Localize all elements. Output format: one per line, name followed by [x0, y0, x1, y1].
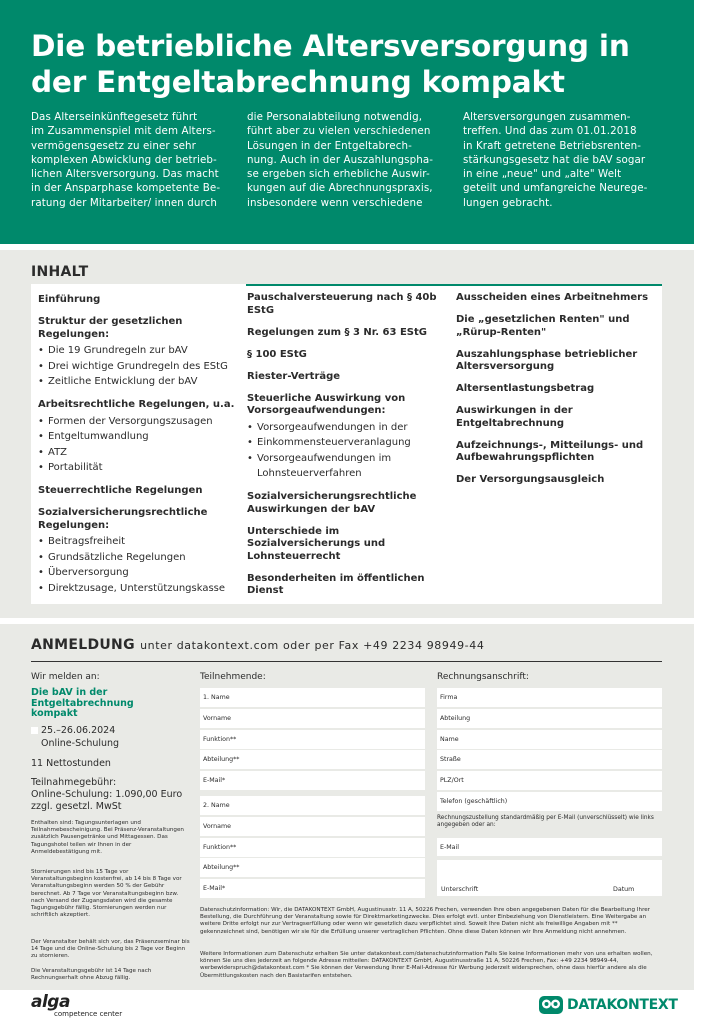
contents-heading: Auswirkungen in der Entgeltabrechnung [456, 405, 573, 429]
signature-label: Unterschrift [441, 886, 479, 893]
form-field-label: Vorname [203, 822, 232, 830]
intro-line: nung. Auch in der Auszahlungspha- [247, 153, 434, 166]
form-field[interactable] [200, 709, 425, 728]
contents-item: • Die 19 Grundregeln zur bAV [38, 343, 238, 359]
contents-heading: Unterschiede im Sozialversicherungs und Lohnsteuerrecht [247, 525, 386, 562]
intro-line: lichen Altersversorgung. Das macht [31, 168, 219, 181]
contents-list [38, 534, 238, 596]
contents-heading: Der Versorgungsausgleich [456, 474, 605, 485]
contents-heading: Riester-Verträge [247, 370, 341, 382]
contents-item: • Direktzusage, Unterstützungskasse [38, 581, 238, 597]
form-field-label: 1. Name [203, 694, 230, 701]
footer [0, 990, 724, 1024]
contents-heading: Auszahlungsphase betrieblicher Altersversorgung [456, 348, 638, 372]
form-field[interactable] [437, 688, 662, 707]
intro-line: komplexen Abwicklung der betrieb- [31, 153, 217, 166]
contents-item: • Vorsorgeaufwendungen in der [247, 420, 442, 436]
intro-line: in der Ansparphase kompetente Be- [31, 182, 221, 195]
page-title: Die betriebliche Altersversorgung in der Entgeltabrechnung kompakt [31, 29, 630, 99]
divider [31, 661, 662, 662]
intro-line: kungen auf die Abrechnungspraxis, [247, 182, 433, 195]
contents-heading: Sozialversicherungsrechtliche Auswirkungen der bAV [247, 491, 417, 515]
contents-heading: Altersentlastungsbetrag [456, 383, 595, 394]
contents-item: • Grundsätzliche Regelungen [38, 550, 238, 566]
participants-label: Teilnehmende: [200, 672, 266, 682]
contents-heading: Die „gesetzlichen Renten" und „Rürup-Renten" [456, 314, 630, 338]
intro-column-3 [463, 110, 663, 210]
course-checkbox[interactable] [31, 727, 38, 734]
form-field-label: Abteilung [440, 714, 471, 722]
form-field-label: Name [440, 735, 459, 743]
course-hours: 11 Nettostunden [31, 758, 111, 769]
billing-email-field[interactable]: E-Mail [437, 838, 662, 856]
intro-line: Das Alterseinkünftegesetz führt [31, 111, 198, 123]
contents-item: • Vorsorgeaufwendungen im Lohnsteuerverfahren [247, 451, 442, 482]
intro-line: in Kraft getretene Betriebsrenten- [463, 139, 642, 152]
contents-item: • Beitragsfreiheit [38, 534, 238, 550]
fee-online: Online-Schulung: 1.090,00 Euro [31, 789, 183, 800]
course-mode: Online-Schulung [41, 738, 120, 749]
date-label: Datum [613, 886, 635, 893]
intro-line: insbesondere wenn verschiedene [247, 196, 423, 209]
form-field[interactable] [437, 709, 662, 728]
contents-item: • Formen der Versorgungszusagen [38, 414, 238, 430]
fee-included: Enthalten sind: Tagungsunterlagen und Teilnahmebescheinigung. Bei Präsenz-Veranstaltungen zusätzlich Pausengetränke und Mittagessen. Das Tagungshotel teilen wir Ihnen in der Anmeldebestätigung mit. [31, 820, 184, 855]
intro-line: Lösungen in der Entgeltabrech- [247, 139, 412, 152]
contents-heading: Arbeitsrechtliche Regelungen, u.a. [38, 399, 235, 410]
contents-item: • Zeitliche Entwicklung der bAV [38, 374, 238, 390]
form-field-label: Telefon (geschäftlich) [440, 798, 508, 805]
form-field[interactable] [200, 838, 425, 857]
form-field[interactable] [200, 858, 425, 877]
fee-vat: zzgl. gesetzl. MwSt [31, 801, 122, 812]
intro-line: ratung der Mitarbeiter/ innen durch [31, 196, 218, 209]
alga-logo: alga [31, 992, 70, 1012]
contents-title: INHALT [31, 264, 89, 280]
form-field-label: E-Mail* [203, 777, 226, 785]
contents-heading: Einführung [38, 294, 101, 305]
contents-rule [246, 284, 662, 286]
register-label: Wir melden an: [31, 672, 100, 682]
payment-terms: Die Veranstaltungsgebühr ist 14 Tage nach Rechnungserhalt ohne Abzug fällig. [31, 968, 152, 982]
intro-line: Altersversorgungen zusammen- [463, 111, 631, 123]
form-field[interactable] [200, 817, 425, 836]
datakontext-logo: DATAKONTEXT [567, 997, 678, 1013]
contents-heading: Regelungen zum § 3 Nr. 63 EStG [247, 326, 427, 338]
form-field[interactable] [437, 792, 662, 811]
registration-subtitle: unter datakontext.com oder per Fax +49 2234 98949-44 [140, 639, 485, 652]
form-field[interactable] [437, 771, 662, 790]
course-date: 25.–26.06.2024 [41, 725, 116, 736]
form-field-label: Abteilung** [203, 864, 240, 872]
contents-heading: Steuerliche Auswirkung von Vorsorgeaufwendungen: [247, 392, 406, 416]
alga-logo-subtitle: competence center [54, 1010, 123, 1018]
form-field[interactable] [200, 796, 425, 815]
privacy-notice: Datenschutzinformation: Wir, die DATAKONTEXT GmbH, Augustinusstr. 11 A, 50226 Frechen, verwenden Ihre oben angegebenen Daten für die Bearbeitung Ihrer Bestellung, die Durchführung der Veranstaltung sowie für Direktmarketingzwecke. Dies erfolgt evtl. unter Einbeziehung von Dienstleistern. Eine Weitergabe an weitere Dritte erfolgt nur zur Vertragserfüllung oder wenn wir gesetzlich dazu verpflichtet sind. Soweit Ihre Daten nicht als freiwillige Angaben mit ** gekennzeichnet sind, benötigen wir sie für die Erfüllung unserer vertraglichen Pflichten. Ohne diese Daten können wir Ihre Anmeldung nicht annehmen. [200, 907, 650, 935]
form-field-label: Vorname [203, 714, 232, 722]
intro-column-2 [247, 110, 447, 210]
datakontext-owl-icon [538, 995, 564, 1015]
contents-heading: Besonderheiten im öffentlichen Dienst [247, 572, 425, 596]
contents-list [247, 420, 442, 482]
contents-heading: Pauschalversteuerung nach § 40b EStG [247, 292, 437, 316]
intro-line: die Personalabteilung notwendig, [247, 111, 423, 123]
form-field-label: E-Mail* [203, 885, 226, 893]
contents-heading: Ausscheiden eines Arbeitnehmers [456, 292, 649, 303]
form-field-label: Abteilung** [203, 756, 240, 764]
intro-line: geteilt und umfangreiche Neurege- [463, 182, 648, 195]
contents-column-3 [456, 292, 656, 496]
contents-heading: Struktur der gesetzlichen Regelungen: [38, 316, 183, 340]
form-field[interactable] [200, 688, 425, 707]
fee-label: Teilnahmegebühr: [31, 777, 117, 788]
intro-line: im Zusammenspiel mit dem Alters- [31, 125, 216, 138]
form-field[interactable] [200, 730, 425, 749]
contents-heading: Steuerrechtliche Regelungen [38, 485, 203, 496]
intro-line: se ergeben sich erhebliche Auswir- [247, 168, 430, 181]
organizer-note: Der Veranstalter behält sich vor, das Präsenzseminar bis 14 Tage und die Online-Schulung bis 2 Tage vor Beginn zu stornieren. [31, 939, 190, 960]
contents-item: • Einkommensteuerveranlagung [247, 435, 442, 451]
intro-line: stärkungsgesetz hat die bAV sogar [463, 153, 646, 166]
form-field-label: Funktion** [203, 735, 237, 743]
contents-heading: § 100 EStG [247, 348, 307, 360]
registration-title: ANMELDUNG unter datakontext.com oder per Fax +49 2234 98949-44 [31, 637, 485, 653]
form-field-label: 2. Name [203, 802, 230, 809]
contents-column-2 [247, 292, 442, 607]
contents-column-1 [38, 294, 238, 606]
course-name: Die bAV in der Entgeltabrechnung kompakt [31, 687, 134, 719]
intro-line: treffen. Und das zum 01.01.2018 [463, 125, 637, 138]
intro-line: in eine „neue" und „alte" Welt [463, 168, 622, 181]
contents-item: • ATZ [38, 445, 238, 461]
form-field-label: Funktion** [203, 843, 237, 851]
intro-line: lungen gebracht. [463, 196, 553, 209]
contents-list [38, 414, 238, 476]
form-field-label: PLZ/Ort [440, 777, 464, 785]
intro-column-1 [31, 110, 231, 210]
contents-item: • Portabilität [38, 460, 238, 476]
form-field[interactable] [200, 750, 425, 769]
contents-item: • Entgeltumwandlung [38, 429, 238, 445]
cancellation-policy: Stornierungen sind bis 15 Tage vor Veranstaltungsbeginn kostenfrei, ab 14 bis 8 Tage vor Veranstaltungsbeginn werden 50 % der Gebühr berechnet. Ab 7 Tage vor Veranstaltungsbeginn bzw. nach Versand der Zugangsdaten wird die gesamte Tagungsgebühr fällig. Stornierungen werden nur schriftlich akzeptiert. [31, 869, 182, 919]
billing-note: Rechnungszustellung standardmäßig per E-Mail (unverschlüsselt) wie links angegeben oder an: [437, 815, 654, 829]
billing-label: Rechnungsanschrift: [437, 672, 529, 682]
contents-item: • Überversorgung [38, 565, 238, 581]
contents-list [38, 343, 238, 390]
form-field[interactable] [200, 879, 425, 898]
form-field[interactable] [437, 730, 662, 749]
form-field-label: Firma [440, 694, 458, 701]
form-field-label: Straße [440, 756, 461, 764]
form-field[interactable] [200, 771, 425, 790]
form-field[interactable] [437, 750, 662, 769]
contents-heading: Aufzeichnungs-, Mitteilungs- und Aufbewahrungspflichten [456, 439, 644, 463]
contents-item: • Drei wichtige Grundregeln des EStG [38, 359, 238, 375]
privacy-more: Weitere Informationen zum Datenschutz erhalten Sie unter datakontext.com/datenschutzinformation Falls Sie keine Informationen mehr von uns erhalten wollen, können Sie uns dies jederzeit an folgende Adresse mitteilen: DATAKONTEXT GmbH, Augustinusstraße 11 A, 50226 Frechen, Fax: +49 2234 98949-44, werbewiderspruch@datakontext.com * Sie können der Verwendung Ihrer E-Mail-Adresse für Werbung jederzeit widersprechen, ohne dass hierfür andere als die Übermittlungskosten nach den Basistarifen entstehen. [200, 951, 653, 979]
intro-line: führt aber zu vielen verschiedenen [247, 125, 431, 138]
contents-heading: Sozialversicherungsrechtliche Regelungen: [38, 507, 208, 531]
intro-line: vermögensgesetz zu einer sehr [31, 139, 196, 152]
